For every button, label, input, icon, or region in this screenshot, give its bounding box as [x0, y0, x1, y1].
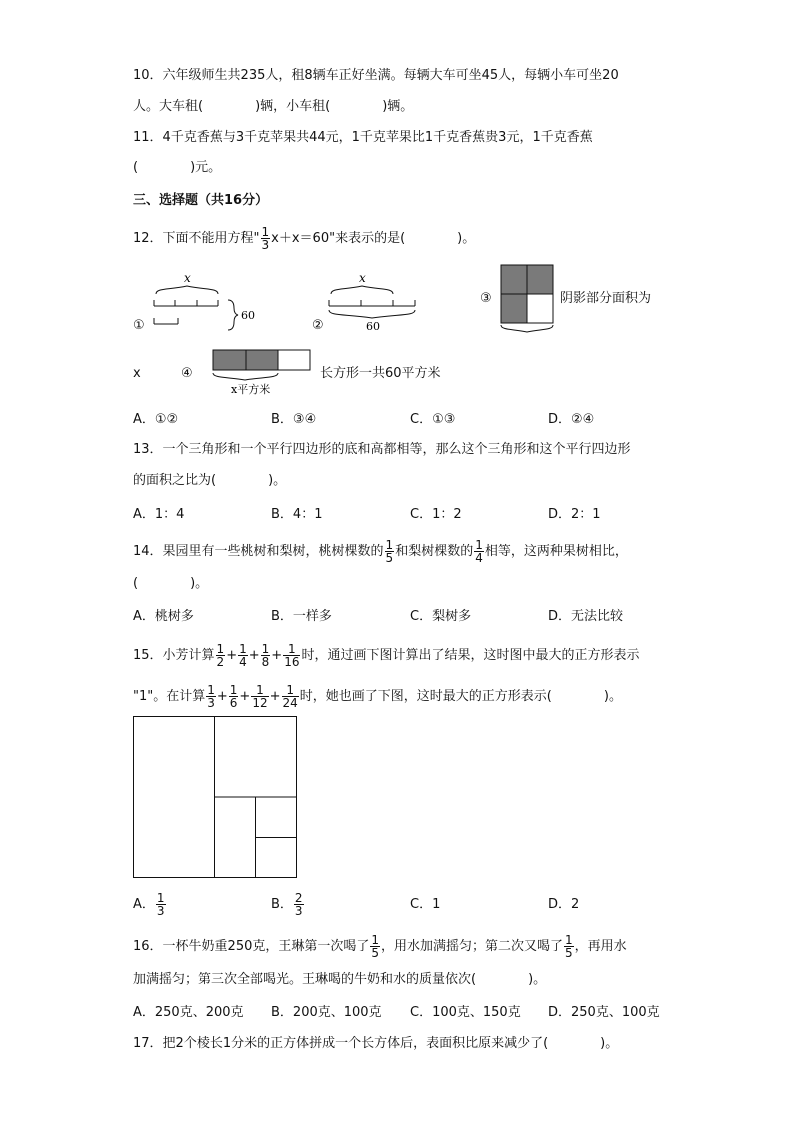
fig2-x-label: x — [359, 271, 366, 285]
q14-option-c[interactable]: C．梨树多 — [410, 609, 472, 624]
q11-line2: ( )元。 — [133, 160, 222, 175]
section-title: 三、选择题（共16分） — [133, 193, 269, 208]
q13-option-d[interactable]: D．2：1 — [548, 507, 601, 522]
q15-sum-2 — [205, 683, 300, 710]
fig3-caption-cont: x — [133, 366, 141, 381]
fraction: $\frac{1}{24}$ — [282, 683, 298, 710]
fraction: $\frac{1}{16}$ — [284, 642, 300, 669]
fig1-right-brace — [228, 300, 238, 330]
fraction: $\frac{1}{8}$ — [261, 642, 270, 669]
fig3-caption: 阴影部分面积为 — [560, 291, 652, 306]
fig3-bottom-brace — [501, 325, 553, 332]
fig3-diagram — [498, 262, 558, 334]
plus-sign: + — [226, 648, 238, 663]
fig4-bottom-brace — [213, 373, 278, 380]
q15-line2: "1"。在计算 $\frac{1}{3}$ + $\frac{1}{6}$ + $\frac{1}{12}$ + $\frac{1}{24}$ 时，她也画了下图，这时最大的正方形表示( )。 — [133, 683, 622, 710]
q16-line1: 16．一杯牛奶重250克，王琳第一次喝了 $\frac{1}{5}$ ，用水加满摇匀；第二次又喝了 $\frac{1}{5}$ ，再用水 — [133, 933, 627, 960]
fraction: $\frac{1}{3}$ — [207, 683, 215, 710]
q13-option-a[interactable]: A．1：4 — [133, 507, 185, 522]
q10-line2: 人。大车租( )辆，小车租( )辆。 — [133, 99, 414, 114]
q15-option-c[interactable]: C．1 — [410, 897, 441, 912]
fig4-caption: 长方形一共60平方米 — [320, 366, 441, 381]
fraction: $\frac{1}{4}$ — [239, 642, 247, 669]
plus-sign: + — [216, 689, 228, 704]
fig4-diagram — [211, 347, 315, 399]
fig1-marker: ① — [133, 318, 145, 333]
q12-stem: 12．下面不能用方程" $\frac{1}{3}$ x＋x＝60"来表示的是( )。 — [133, 225, 476, 252]
q16-option-a[interactable]: A．250克、200克 — [133, 1005, 244, 1020]
plus-sign: + — [239, 689, 251, 704]
fig1-60-label: 60 — [241, 309, 255, 322]
q11-line1: 11．4千克香蕉与3千克苹果共44元，1千克苹果比1千克香蕉贵3元，1千克香蕉 — [133, 130, 593, 145]
q17-line1: 17．把2个棱长1分米的正方体拼成一个长方体后，表面积比原来减少了( )。 — [133, 1036, 619, 1051]
plus-sign: + — [269, 689, 281, 704]
q14-line2: ( )。 — [133, 576, 209, 591]
q14-stem: 14．果园里有一些桃树和梨树，桃树棵数的 $\frac{1}{5}$ 和梨树棵数的 $\frac{1}{4}$ 相等，这两种果树相比， — [133, 538, 628, 565]
fraction: $\frac{1}{2}$ — [216, 642, 225, 669]
fig2-bottom-brace — [329, 310, 415, 318]
q16-option-c[interactable]: C．100克、150克 — [410, 1005, 521, 1020]
q12-option-a[interactable]: A．①② — [133, 412, 179, 427]
q15-option-b[interactable]: B． $\frac{2}{3}$ — [271, 891, 303, 918]
q15-line1: 15．小芳计算 $\frac{1}{2}$ + $\frac{1}{4}$ + $\frac{1}{8}$ + $\frac{1}{16}$ 时，通过画下图计算出了结果，这时图中最大的正方形表示 — [133, 642, 640, 669]
fig4-marker: ④ — [181, 366, 193, 381]
q16-option-b[interactable]: B．200克、100克 — [271, 1005, 382, 1020]
fig2-diagram — [325, 268, 425, 338]
fraction: $\frac{1}{6}$ — [229, 683, 238, 710]
q13-option-b[interactable]: B．4：1 — [271, 507, 323, 522]
q14-option-a[interactable]: A．桃树多 — [133, 609, 194, 624]
fig1-x-label: x — [184, 271, 191, 285]
q15-sum-1 — [215, 642, 302, 669]
q16-line2: 加满摇匀；第三次全部喝光。王琳喝的牛奶和水的质量依次( )。 — [133, 972, 547, 987]
q13-line1: 13．一个三角形和一个平行四边形的底和高都相等，那么这个三角形和这个平行四边形 — [133, 442, 631, 457]
q16-option-d[interactable]: D．250克、100克 — [548, 1005, 660, 1020]
q12-option-d[interactable]: D．②④ — [548, 412, 595, 427]
fig3-marker: ③ — [480, 291, 492, 306]
q15-square-diagram — [133, 716, 299, 878]
q15-option-a[interactable]: A． $\frac{1}{3}$ — [133, 891, 165, 918]
fig2-60-label: 60 — [366, 320, 380, 333]
fraction: $\frac{1}{12}$ — [252, 683, 268, 710]
fig4-area-label: x平方米 — [231, 383, 271, 396]
q12-option-b[interactable]: B．③④ — [271, 412, 317, 427]
q12-fraction: $\frac{1}{3}$ — [261, 225, 270, 252]
plus-sign: + — [271, 648, 283, 663]
q12-option-c[interactable]: C．①③ — [410, 412, 456, 427]
fig1-diagram — [150, 268, 260, 338]
q15-option-d[interactable]: D．2 — [548, 897, 580, 912]
plus-sign: + — [248, 648, 260, 663]
q14-option-b[interactable]: B．一样多 — [271, 609, 332, 624]
q13-line2: 的面积之比为( )。 — [133, 473, 287, 488]
q13-option-c[interactable]: C．1：2 — [410, 507, 462, 522]
q10-line1: 10．六年级师生共235人，租8辆车正好坐满。每辆大车可坐45人，每辆小车可坐20 — [133, 68, 619, 83]
fig2-top-brace — [331, 286, 393, 294]
fig2-marker: ② — [312, 318, 324, 333]
fig1-top-brace — [156, 286, 218, 294]
q14-option-d[interactable]: D．无法比较 — [548, 609, 624, 624]
